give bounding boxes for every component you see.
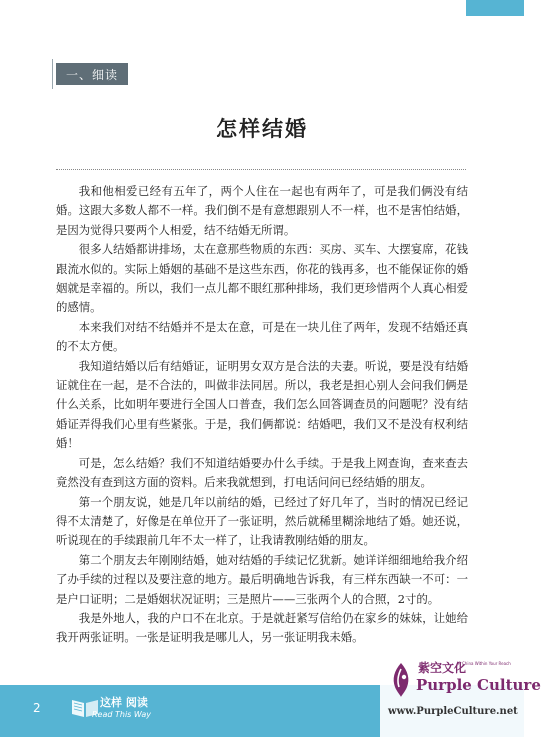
watermark-url: www.PurpleCulture.net <box>388 706 518 717</box>
article-body <box>56 182 468 648</box>
paragraph: 很多人结婚都讲排场，太在意那些物质的东西：买房、买车、大摆宴席，花钱跟流水似的。实际上婚姻的基础不是这些东西，你花的钱再多，也不能保证你的婚姻就是幸福的。所以，我们一点儿都不眼红那种排场，我们更珍惜两个人真心相爱的感情。 <box>56 242 468 315</box>
paragraph: 我知道结婚以后有结婚证，证明男女双方是合法的夫妻。听说，要是没有结婚证就住在一起，是不合法的，叫做非法同居。所以，我老是担心别人会问我们俩是什么关系，比如明年要进行全国人口普查，我们怎么回答调查员的问题呢？没有结婚证弄得我们心里有些紧张。于是，我们俩都说：结婚吧，我们又不是没有权利结婚！ <box>56 358 468 451</box>
watermark-cn-name: 紫空文化 <box>418 661 467 675</box>
paragraph: 第一个朋友说，她是几年以前结的婚，已经过了好几年了，当时的情况已经记得不太清楚了，好像是在单位开了一张证明，然后就稀里糊涂地结了婚。她还说，听说现在的手续跟前几年不太一样了，让我请教刚结婚的朋友。 <box>56 494 468 548</box>
divider <box>56 169 466 170</box>
watermark <box>380 655 541 737</box>
watermark-en-name: Purple Culture <box>416 676 541 694</box>
footer-bar <box>0 661 541 737</box>
book-logo <box>70 692 180 726</box>
paragraph: 第二个朋友去年刚刚结婚，她对结婚的手续记忆犹新。她详详细细地给我介绍了办手续的过程以及要注意的地方。最后明确地告诉我，有三样东西缺一不可：一是户口证明；二是婚姻状况证明；三是照片——三张两个人的合照，2寸的。 <box>56 552 468 606</box>
section-label: 一、细读 <box>56 63 128 85</box>
paragraph: 我是外地人，我的户口不在北京。于是就赶紧写信给仍在家乡的妹妹，让她给我开两张证明。一张是证明我是哪儿人，另一张证明我未婚。 <box>56 610 468 645</box>
book-title: 这样 阅读 <box>100 696 148 709</box>
page-number: 2 <box>33 701 41 715</box>
book-subtitle: Read This Way <box>92 710 152 719</box>
watermark-tagline: A China Within Your Reach <box>458 661 511 666</box>
article-title: 怎样结婚 <box>216 116 308 141</box>
paragraph: 可是，怎么结婚？我们不知道结婚要办什么手续。于是我上网查询，查来查去竟然没有查到这方面的资料。后来我就想到，打电话问问已经结婚的朋友。 <box>56 455 468 490</box>
paragraph: 本来我们对结不结婚并不是太在意，可是在一块儿住了两年，发现不结婚还真的不太方便。 <box>56 319 468 354</box>
paragraph: 我和他相爱已经有五年了，两个人住在一起也有两年了，可是我们俩没有结婚。这跟大多数人都不一样。我们倒不是有意想跟别人不一样，也不是害怕结婚，是因为觉得只要两个人相爱，结不结婚无所谓。 <box>56 184 468 237</box>
purple-culture-logo-icon <box>386 661 416 699</box>
corner-tab <box>466 0 524 16</box>
